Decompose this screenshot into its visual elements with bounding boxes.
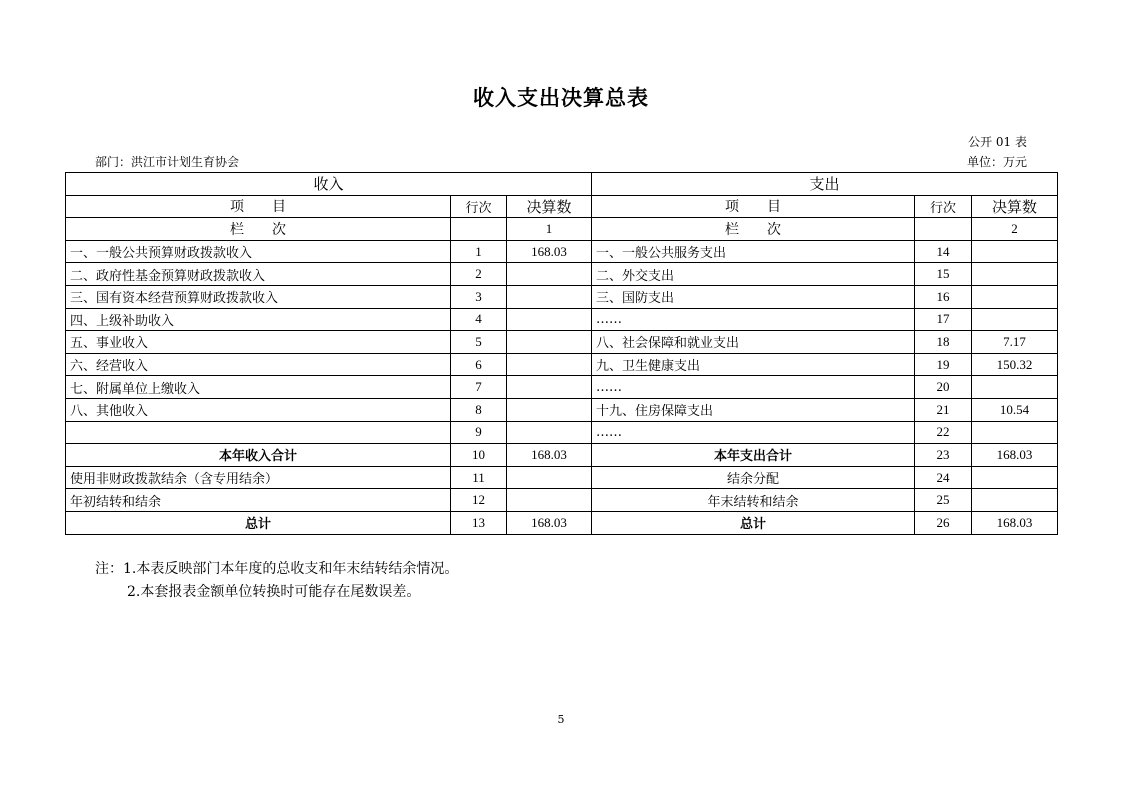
expense-item-label: 三、国防支出 (592, 285, 915, 308)
income-item-header: 项 目 (66, 195, 451, 218)
non-fiscal-balance-no: 11 (451, 466, 507, 489)
expense-value (972, 308, 1058, 331)
surplus-distribution-no: 24 (915, 466, 972, 489)
income-value (507, 421, 592, 444)
expense-item-label: 十九、住房保障支出 (592, 398, 915, 421)
subtotal-row (66, 444, 1058, 467)
page-number: 5 (557, 713, 565, 726)
income-item-label (66, 421, 451, 444)
income-total-label: 总计 (66, 511, 451, 534)
income-row-no: 9 (451, 421, 507, 444)
income-value (507, 308, 592, 331)
income-row-no: 4 (451, 308, 507, 331)
income-row-no: 5 (451, 331, 507, 354)
department-label: 部门：洪江市计划生育协会 (95, 155, 240, 169)
note-line-1: 注：1.本表反映部门本年度的总收支和年末结转结余情况。 (95, 561, 459, 577)
income-header: 收入 (66, 173, 592, 196)
expense-subtotal-no: 23 (915, 444, 972, 467)
table-row (66, 308, 1058, 331)
expense-row-no: 20 (915, 376, 972, 399)
income-amount-header: 决算数 (507, 195, 592, 218)
total-row (66, 511, 1058, 534)
income-item-label: 一、一般公共预算财政拨款收入 (66, 240, 451, 263)
income-row-no-header: 行次 (451, 195, 507, 218)
table-row (66, 263, 1058, 286)
income-item-label: 三、国有资本经营预算财政拨款收入 (66, 285, 451, 308)
table-header-row (66, 173, 1058, 196)
expense-value: 10.54 (972, 398, 1058, 421)
expense-column-label: 栏 次 (592, 218, 915, 241)
expense-total-label: 总计 (592, 511, 915, 534)
table-row (66, 398, 1058, 421)
expense-row-no: 22 (915, 421, 972, 444)
closing-carryover-value (972, 489, 1058, 512)
expense-item-label: 一、一般公共服务支出 (592, 240, 915, 263)
income-item-label: 四、上级补助收入 (66, 308, 451, 331)
expense-item-label: 九、卫生健康支出 (592, 353, 915, 376)
income-subtotal-no: 10 (451, 444, 507, 467)
form-number: 公开 01 表 (968, 135, 1027, 149)
note-line-2: 2.本套报表金额单位转换时可能存在尾数误差。 (127, 584, 421, 600)
income-total-no: 13 (451, 511, 507, 534)
income-column-empty (451, 218, 507, 241)
expense-row-no: 17 (915, 308, 972, 331)
expense-row-no: 21 (915, 398, 972, 421)
table-row (66, 240, 1058, 263)
income-item-label: 五、事业收入 (66, 331, 451, 354)
expense-item-label: …… (592, 376, 915, 399)
expense-item-label: 八、社会保障和就业支出 (592, 331, 915, 354)
expense-value (972, 376, 1058, 399)
expense-value: 7.17 (972, 331, 1058, 354)
column-index-row (66, 218, 1058, 241)
expense-total-no: 26 (915, 511, 972, 534)
expense-item-label: …… (592, 308, 915, 331)
expense-header: 支出 (592, 173, 1058, 196)
expense-row-no: 15 (915, 263, 972, 286)
expense-value (972, 285, 1058, 308)
expense-value: 150.32 (972, 353, 1058, 376)
income-value (507, 398, 592, 421)
expense-value (972, 421, 1058, 444)
surplus-distribution-label: 结余分配 (592, 466, 915, 489)
non-fiscal-balance-value (507, 466, 592, 489)
expense-subtotal-value: 168.03 (972, 444, 1058, 467)
income-row-no: 7 (451, 376, 507, 399)
income-item-label: 七、附属单位上缴收入 (66, 376, 451, 399)
income-subtotal-value: 168.03 (507, 444, 592, 467)
non-fiscal-balance-row (66, 466, 1058, 489)
expense-total-value: 168.03 (972, 511, 1058, 534)
income-expense-table (65, 172, 1058, 535)
opening-carryover-value (507, 489, 592, 512)
expense-row-no-header: 行次 (915, 195, 972, 218)
expense-value (972, 240, 1058, 263)
income-value (507, 353, 592, 376)
income-value (507, 376, 592, 399)
table-row (66, 353, 1058, 376)
income-value (507, 285, 592, 308)
data-rows (66, 240, 1058, 443)
expense-item-label: …… (592, 421, 915, 444)
expense-amount-header: 决算数 (972, 195, 1058, 218)
closing-carryover-label: 年末结转和结余 (592, 489, 915, 512)
expense-row-no: 16 (915, 285, 972, 308)
table-row (66, 331, 1058, 354)
income-total-value: 168.03 (507, 511, 592, 534)
surplus-distribution-value (972, 466, 1058, 489)
income-value (507, 263, 592, 286)
income-subtotal-label: 本年收入合计 (66, 444, 451, 467)
opening-carryover-label: 年初结转和结余 (66, 489, 451, 512)
carryover-row (66, 489, 1058, 512)
income-value: 168.03 (507, 240, 592, 263)
expense-row-no: 14 (915, 240, 972, 263)
income-row-no: 1 (451, 240, 507, 263)
expense-column-empty (915, 218, 972, 241)
income-row-no: 6 (451, 353, 507, 376)
income-item-label: 六、经营收入 (66, 353, 451, 376)
income-item-label: 八、其他收入 (66, 398, 451, 421)
unit-label: 单位：万元 (966, 155, 1027, 169)
income-row-no: 8 (451, 398, 507, 421)
income-row-no: 3 (451, 285, 507, 308)
expense-row-no: 19 (915, 353, 972, 376)
income-column-index: 1 (507, 218, 592, 241)
opening-carryover-no: 12 (451, 489, 507, 512)
expense-column-index: 2 (972, 218, 1058, 241)
notes (95, 558, 458, 604)
non-fiscal-balance-label: 使用非财政拨款结余（含专用结余） (66, 466, 451, 489)
table-row (66, 421, 1058, 444)
income-value (507, 331, 592, 354)
table-row (66, 285, 1058, 308)
income-item-label: 二、政府性基金预算财政拨款收入 (66, 263, 451, 286)
income-row-no: 2 (451, 263, 507, 286)
table-row (66, 376, 1058, 399)
expense-item-header: 项 目 (592, 195, 915, 218)
expense-value (972, 263, 1058, 286)
closing-carryover-no: 25 (915, 489, 972, 512)
page-title: 收入支出决算总表 (473, 86, 649, 110)
expense-item-label: 二、外交支出 (592, 263, 915, 286)
expense-row-no: 18 (915, 331, 972, 354)
income-column-label: 栏 次 (66, 218, 451, 241)
column-header-row (66, 195, 1058, 218)
expense-subtotal-label: 本年支出合计 (592, 444, 915, 467)
